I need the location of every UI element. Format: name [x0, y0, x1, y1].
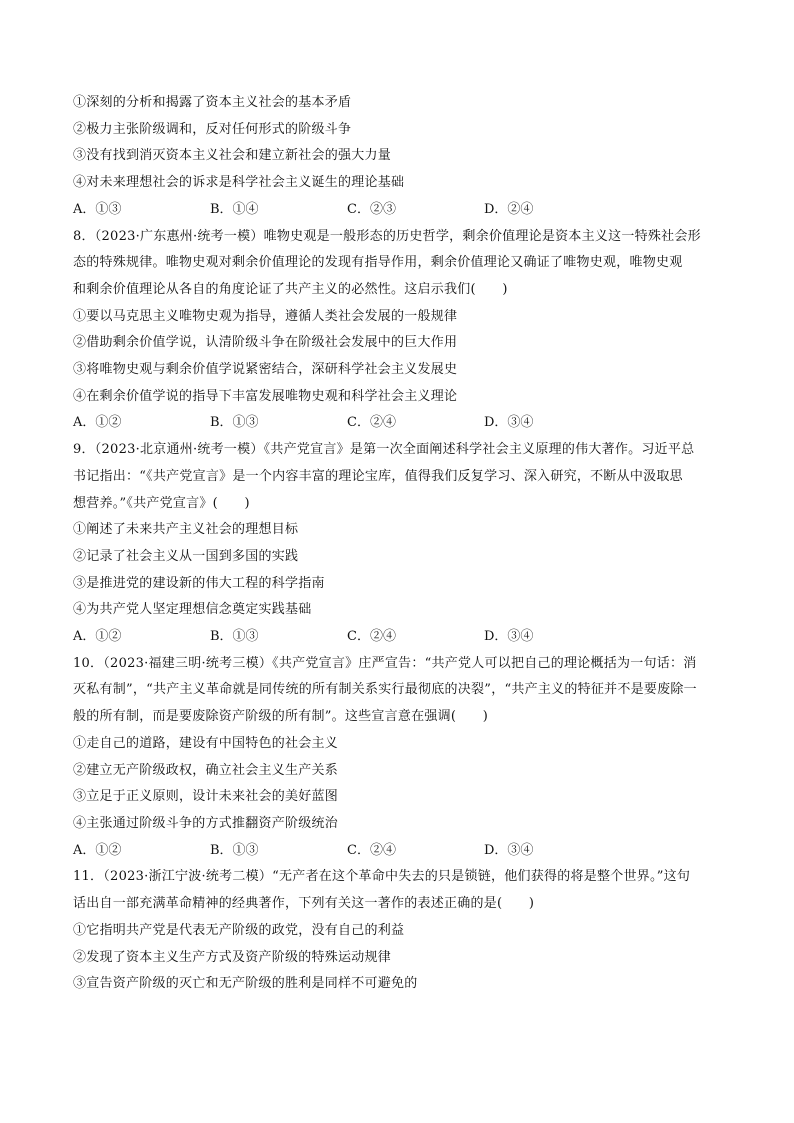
- option-line: ①要以马克思主义唯物史观为指导，遵循人类社会发展的一般规律: [73, 308, 458, 324]
- choice-d: D．③④: [484, 415, 534, 431]
- question-stem-line: 9．（2023·北京通州·统考一模）《共产党宣言》是第一次全面阐述科学社会主义原理的伟大著作。习近平总: [73, 442, 695, 458]
- document-page: [73, 90, 723, 998]
- question-stem-line: 10．（2023·福建三明·统考三模）《共产党宣言》庄严宣告：“共产党人可以把自己的理论概括为一句话：消: [73, 655, 697, 671]
- choice-a: A．①②: [73, 629, 122, 645]
- question-stem-line: 11．（2023·浙江宁波·统考二模）“无产者在这个革命中失去的只是锁链，他们获得的将是整个世界。”这句: [73, 869, 691, 885]
- question-stem-line: 书记指出：“《共产党宣言》是一个内容丰富的理论宝库，值得我们反复学习、深入研究，不断从中汲取思: [73, 468, 683, 484]
- question-stem-line: 8．（2023·广东惠州·统考一模）唯物史观是一般形态的历史哲学，剩余价值理论是资本主义这一特殊社会形: [73, 228, 701, 244]
- option-line: ②极力主张阶级调和，反对任何形式的阶级斗争: [73, 121, 352, 137]
- choice-b: B．①④: [210, 201, 259, 217]
- question-10: [73, 651, 723, 865]
- question-11: [73, 864, 723, 998]
- choice-c: C．②④: [347, 629, 396, 645]
- option-line: ③宣告资产阶级的灭亡和无产阶级的胜利是同样不可避免的: [73, 976, 418, 992]
- choice-a: A．①③: [73, 201, 122, 217]
- choice-a: A．①②: [73, 842, 122, 858]
- question-stem-line: 想营养。”《共产党宣言》( ): [73, 495, 250, 511]
- question-stem-line: 态的特殊规律。唯物史观对剩余价值理论的发现有指导作用，剩余价值理论又确证了唯物史观，唯物史观: [73, 255, 683, 271]
- question-stem-line: 般的所有制，而是要废除资产阶级的所有制”。这些宣言意在强调( ): [73, 709, 489, 725]
- question-stem-line: 话出自一部充满革命精神的经典著作，下列有关这一著作的表述正确的是( ): [73, 896, 535, 912]
- question-8: [73, 224, 723, 438]
- question-stem-line: 和剩余价值理论从各自的角度论证了共产主义的必然性。这启示我们( ): [73, 281, 508, 297]
- choice-d: D．②④: [484, 201, 534, 217]
- question-7-continuation: [73, 90, 723, 224]
- question-stem-line: 灭私有制”，“共产主义革命就是同传统的所有制关系实行最彻底的决裂”，“共产主义的特征并不是要废除一: [73, 682, 697, 698]
- option-line: ①深刻的分析和揭露了资本主义社会的基本矛盾: [73, 95, 352, 110]
- option-line: ③没有找到消灭资本主义社会和建立新社会的强大力量: [73, 148, 392, 164]
- option-line: ②发现了资本主义生产方式及资产阶级的特殊运动规律: [73, 949, 392, 965]
- option-line: ①它指明共产党是代表无产阶级的政党，没有自己的利益: [73, 922, 405, 938]
- option-line: ③是推进党的建设新的伟大工程的科学指南: [73, 575, 325, 591]
- choice-c: C．②④: [347, 842, 396, 858]
- choice-c: C．②③: [347, 201, 396, 217]
- choice-a: A．①②: [73, 415, 122, 431]
- question-9: [73, 437, 723, 651]
- option-line: ④在剩余价值学说的指导下丰富发展唯物史观和科学社会主义理论: [73, 388, 458, 404]
- choice-c: C．②④: [347, 415, 396, 431]
- choice-d: D．③④: [484, 629, 534, 645]
- option-line: ④为共产党人坚定理想信念奠定实践基础: [73, 602, 312, 618]
- answer-choices: [73, 838, 723, 865]
- choice-d: D．③④: [484, 842, 534, 858]
- option-line: ②记录了社会主义从一国到多国的实践: [73, 548, 299, 564]
- option-line: ②借助剩余价值学说，认清阶级斗争在阶级社会发展中的巨大作用: [73, 335, 458, 351]
- choice-b: B．①③: [210, 629, 259, 645]
- option-line: ①阐述了未来共产主义社会的理想目标: [73, 522, 299, 538]
- option-line: ③将唯物史观与剩余价值学说紧密结合，深研科学社会主义发展史: [73, 362, 458, 378]
- answer-choices: [73, 410, 723, 437]
- answer-choices: [73, 197, 723, 224]
- option-line: ①走自己的道路，建设有中国特色的社会主义: [73, 735, 339, 751]
- option-line: ④对未来理想社会的诉求是科学社会主义诞生的理论基础: [73, 175, 405, 191]
- choice-b: B．①③: [210, 415, 259, 431]
- option-line: ②建立无产阶级政权，确立社会主义生产关系: [73, 762, 339, 778]
- option-line: ③立足于正义原则，设计未来社会的美好蓝图: [73, 789, 339, 805]
- choice-b: B．①③: [210, 842, 259, 858]
- answer-choices: [73, 624, 723, 651]
- option-line: ④主张通过阶级斗争的方式推翻资产阶级统治: [73, 815, 339, 831]
